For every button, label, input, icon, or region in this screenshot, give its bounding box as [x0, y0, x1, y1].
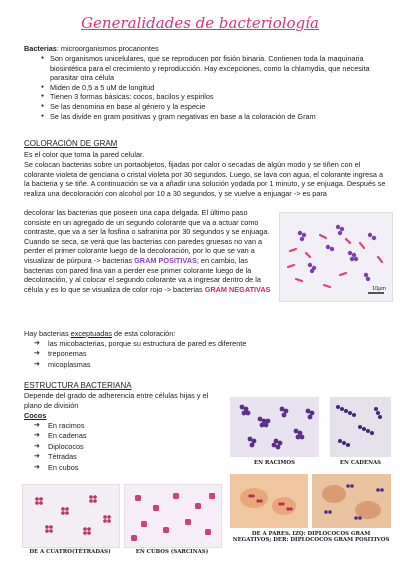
pares-caption: DE A PARES. IZQ: DIPLOCOCOS GRAM NEGATIVOS; DER: DIPLOCOCOS GRAM POSITIVOS [232, 531, 390, 543]
cadenas-caption: EN CADENAS [339, 460, 382, 466]
gram-positive-label: GRAM POSITIVAS [134, 255, 197, 265]
gram-paragraph-3: Hay bacterias exceptuadas de esta coloración: [24, 329, 176, 338]
racimos-image [230, 397, 319, 457]
list-item: ● Tienen 3 formas básicas: cocos, bacilos y espirilos [38, 92, 383, 102]
gram-paragraph-2b: decolorar las bacterias que poseen una capa delgada. El último paso consiste en un agregado de un segundo colorante que va a actuar como contraste, que va a ser la fosfina o safranina por 30 segundos y se enjuaga. Cuando se seca, se verá que las bacterias con paredes gruesas no van a perder el primer colorante luego de la decoloración, por lo que se van a visualizar de púrpura -> bacterias GRAM POSITIVAS; en cambio, las bacterias con pared fina van a perder ese primer colorante luego de la decoloración, y al colocar el segundo colorante va a ingresar dentro de la célula y es lo que se visualiza de color rojo -> bacterias GRAM NEGATIVAS [24, 208, 271, 294]
intro-def: : microorganismos procariontes [56, 44, 159, 53]
tetradas-caption: DE A CUATRO(TÉTRADAS) [29, 549, 111, 555]
list-item: ➔ las micobacterias, porque su estructura de pared es diferente [34, 339, 364, 349]
list-item: ➔ micoplasmas [34, 360, 364, 370]
cocos-label: Cocos [24, 411, 47, 420]
racimos-micrograph [230, 397, 319, 457]
page-title: Generalidades de bacteriología [81, 14, 319, 32]
cocos-list [34, 421, 154, 473]
diplococos-positivos-micrograph [312, 474, 391, 528]
intro-term: Bacterias [24, 44, 57, 53]
list-item: ● Miden de 0,5 a 5 uM de longitud [38, 83, 383, 93]
gram-paragraph-2a: Se colocan bacterias sobre un portaobjetos, fijadas por calor o secadas de algún modo y se tiñen con el colorante violeta de genciana o cristal violeta por 30 segundos. Luego, se lava con agua, el colorante ingresa a la bacteria y se tiñe. A continuación se va a añadir una solución yodada por 1 minuto, y se enjuaga. Después se realiza una decoloración con alcohol por 10 a 30 segundos, y se vuelve a enjuagar -> es para [24, 160, 386, 198]
cubos-image [125, 485, 221, 547]
list-item: ➔ Tétradas [34, 452, 154, 462]
racimos-caption: EN RACIMOS [254, 460, 295, 466]
list-item: ● Se las divide en gram positivas y gram negativas en base a la coloración de Gram [38, 112, 383, 122]
list-item: ➔ En cubos [34, 463, 154, 473]
gram-paragraph-1: Es el color que toma la pared celular. [24, 150, 145, 159]
list-item: ➔ En racimos [34, 421, 154, 431]
cadenas-micrograph [330, 397, 391, 457]
diplococos-negativos-image [230, 474, 308, 528]
diplococos-positivos-image [312, 474, 391, 528]
tetradas-micrograph [22, 484, 120, 548]
intro-bullet-list [38, 54, 383, 121]
list-item: ➔ treponemas [34, 349, 364, 359]
gram-stain-micrograph [279, 212, 393, 302]
estructura-paragraph: Depende del grado de adherencia entre células hijas y el plano de división [24, 391, 209, 410]
diplococos-negativos-micrograph [230, 474, 308, 528]
tetradas-image [23, 485, 119, 547]
list-item: ● Se las denomina en base al género y la especie [38, 102, 383, 112]
list-item: ➔ Diplococos [34, 442, 154, 452]
gram-negative-label: GRAM NEGATIVAS [204, 284, 271, 294]
list-item: ➔ En cadenas [34, 431, 154, 441]
cubos-caption: EN CUBOS (SARCINAS) [135, 549, 209, 555]
exceptions-list [34, 339, 364, 370]
list-item: ● Son organismos unicelulares, que se reproducen por fisión binaria. Contienen toda la maquinaria biosintética para el crecimiento y reproducción. Hay excepciones, como la chlamydia, que necesita parasitar otra célula [38, 54, 383, 83]
gram-heading: COLORACIÓN DE GRAM [24, 139, 118, 148]
cadenas-image [330, 397, 391, 457]
intro-definition [24, 44, 384, 54]
estructura-heading: ESTRUCTURA BACTERIANA [24, 381, 132, 390]
cubos-micrograph [124, 484, 222, 548]
scale-bar-label: 10μm [372, 286, 386, 292]
